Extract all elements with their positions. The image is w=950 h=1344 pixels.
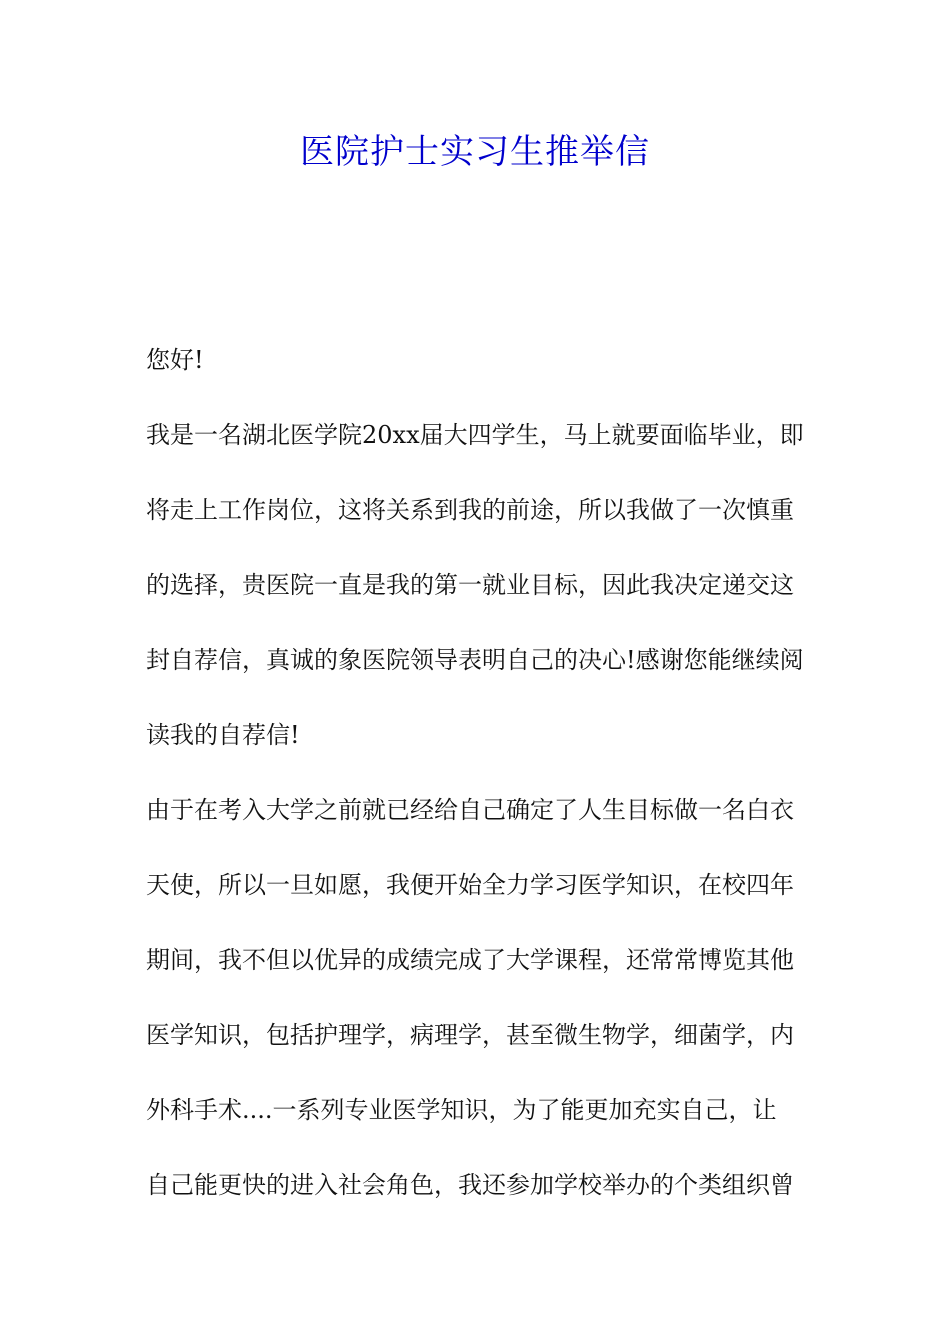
text-line: 将走上工作岗位，这将关系到我的前途，所以我做了一次慎重 bbox=[146, 496, 794, 524]
text-line: 您好! bbox=[146, 346, 204, 374]
text-line: 的选择，贵医院一直是我的第一就业目标，因此我决定递交这 bbox=[146, 571, 794, 599]
text-line: 我是一名湖北医学院20xx届大四学生，马上就要面临毕业，即 bbox=[146, 421, 804, 449]
text-line: 封自荐信，真诚的象医院领导表明自己的决心!感谢您能继续阅 bbox=[146, 646, 804, 674]
text-line: 由于在考入大学之前就已经给自己确定了人生目标做一名白衣 bbox=[146, 796, 794, 824]
text-line: 医学知识，包括护理学，病理学，甚至微生物学，细菌学，内 bbox=[146, 1021, 794, 1049]
text-line: 外科手术....一系列专业医学知识，为了能更加充实自己，让 bbox=[146, 1096, 777, 1124]
document-title: 医院护士实习生推举信 bbox=[300, 132, 650, 172]
text-line: 自己能更快的进入社会角色，我还参加学校举办的个类组织曾 bbox=[146, 1171, 794, 1199]
text-line: 读我的自荐信! bbox=[146, 721, 300, 749]
text-line: 期间，我不但以优异的成绩完成了大学课程，还常常博览其他 bbox=[146, 946, 794, 974]
text-line: 天使，所以一旦如愿，我便开始全力学习医学知识，在校四年 bbox=[146, 871, 794, 899]
letter-body bbox=[146, 338, 816, 1238]
